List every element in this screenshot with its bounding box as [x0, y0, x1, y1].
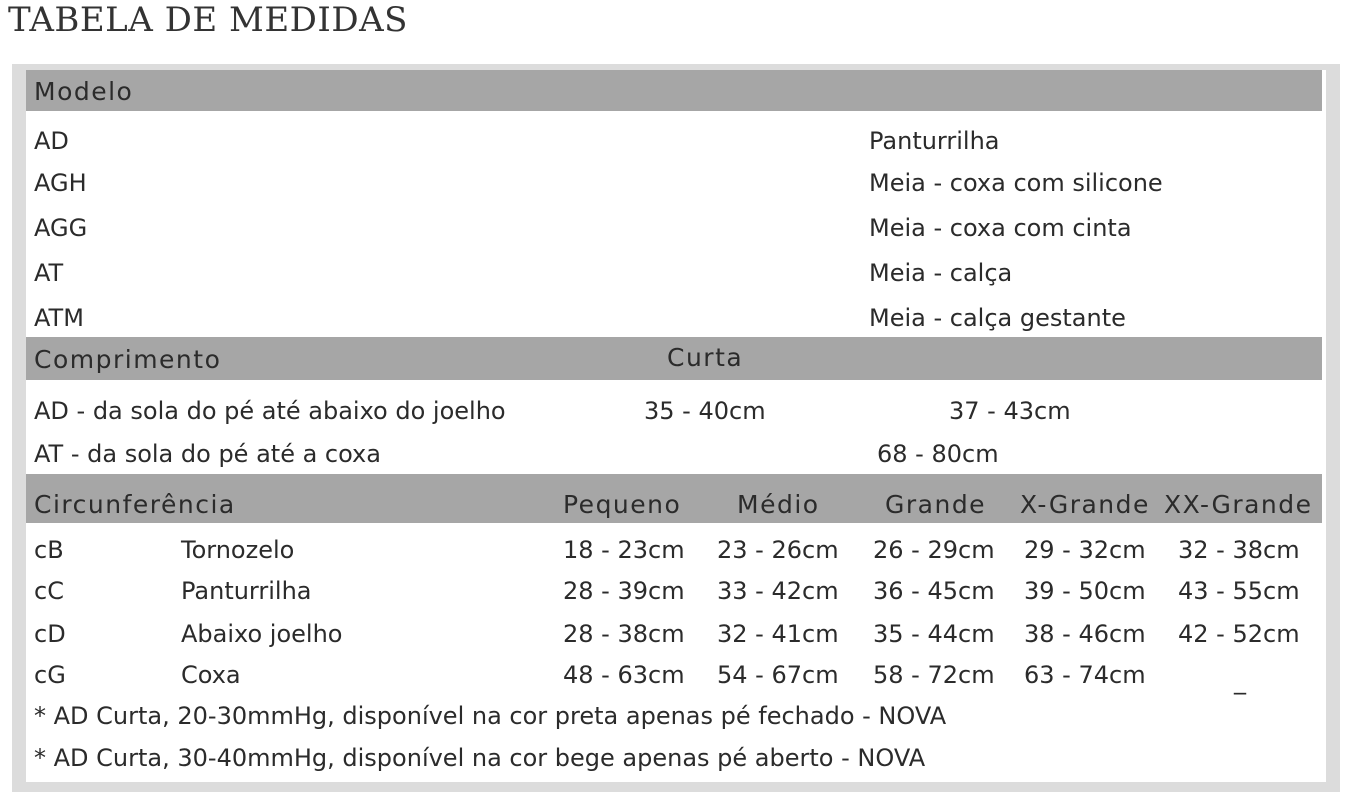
measure-value: 39 - 50cm	[1024, 577, 1146, 605]
modelo-desc: Panturrilha	[869, 127, 1000, 155]
measure-value: 23 - 26cm	[717, 536, 839, 564]
measure-value: 28 - 38cm	[563, 620, 685, 648]
measure-value: 33 - 42cm	[717, 577, 839, 605]
modelo-code: ATM	[34, 304, 84, 332]
measure-value: 32 - 38cm	[1178, 536, 1300, 564]
modelo-desc: Meia - calça gestante	[869, 304, 1126, 332]
measure-code: cB	[34, 536, 64, 564]
measure-value: 48 - 63cm	[563, 661, 685, 689]
measure-value: 63 - 74cm	[1024, 661, 1146, 689]
measure-value-empty: _	[1234, 667, 1246, 695]
size-column-header: XX-Grande	[1164, 490, 1313, 519]
measure-name: Tornozelo	[181, 536, 295, 564]
measure-value: 42 - 52cm	[1178, 620, 1300, 648]
modelo-code: AD	[34, 127, 69, 155]
comprimento-header: Comprimento	[34, 345, 222, 374]
modelo-desc: Meia - coxa com cinta	[869, 214, 1132, 242]
measure-code: cD	[34, 620, 66, 648]
comprimento-label: AD - da sola do pé até abaixo do joelho	[34, 397, 506, 425]
measure-code: cC	[34, 577, 64, 605]
footnote: * AD Curta, 30-40mmHg, disponível na cor bege apenas pé aberto - NOVA	[34, 744, 926, 772]
measure-value: 35 - 44cm	[873, 620, 995, 648]
measure-value: 29 - 32cm	[1024, 536, 1146, 564]
modelo-header: Modelo	[34, 77, 134, 106]
measure-value: 26 - 29cm	[873, 536, 995, 564]
modelo-code: AGH	[34, 169, 87, 197]
measure-value: 36 - 45cm	[873, 577, 995, 605]
page-title: TABELA DE MEDIDAS	[8, 0, 408, 40]
measure-value: 58 - 72cm	[873, 661, 995, 689]
measure-name: Panturrilha	[181, 577, 312, 605]
comprimento-value: 35 - 40cm	[644, 397, 766, 425]
modelo-desc: Meia - coxa com silicone	[869, 169, 1163, 197]
footnote: * AD Curta, 20-30mmHg, disponível na cor preta apenas pé fechado - NOVA	[34, 702, 947, 730]
modelo-code: AGG	[34, 214, 88, 242]
measure-value: 38 - 46cm	[1024, 620, 1146, 648]
measure-value: 28 - 39cm	[563, 577, 685, 605]
measure-value: 54 - 67cm	[717, 661, 839, 689]
comprimento-value: 68 - 80cm	[877, 440, 999, 468]
measure-value: 43 - 55cm	[1178, 577, 1300, 605]
modelo-desc: Meia - calça	[869, 259, 1013, 287]
measure-value: 32 - 41cm	[717, 620, 839, 648]
modelo-code: AT	[34, 259, 64, 287]
comprimento-value: 37 - 43cm	[949, 397, 1071, 425]
size-column-header: Pequeno	[563, 490, 682, 519]
comprimento-col-curta: Curta	[667, 343, 744, 372]
circunferencia-header: Circunferência	[34, 490, 236, 519]
size-column-header: Médio	[737, 490, 820, 519]
measure-name: Coxa	[181, 661, 241, 689]
comprimento-label: AT - da sola do pé até a coxa	[34, 440, 381, 468]
size-column-header: X-Grande	[1020, 490, 1150, 519]
measure-name: Abaixo joelho	[181, 620, 343, 648]
size-column-header: Grande	[885, 490, 987, 519]
modelo-header-band	[26, 70, 1322, 111]
measure-code: cG	[34, 661, 66, 689]
measure-value: 18 - 23cm	[563, 536, 685, 564]
